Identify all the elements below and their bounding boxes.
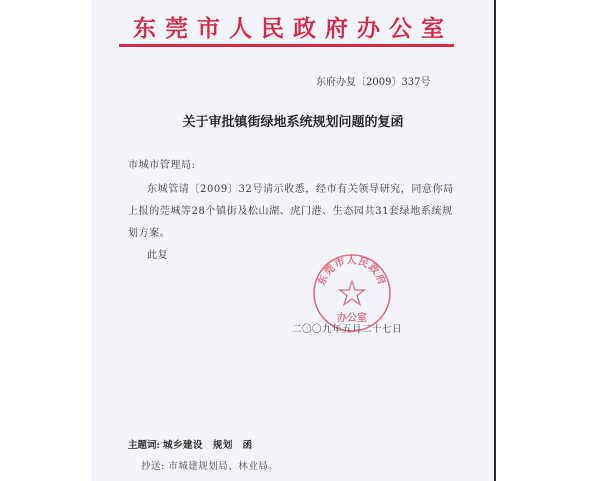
seal-arc-text: 东莞市人民政府 xyxy=(316,255,388,288)
body-line-3: 划方案。 xyxy=(128,228,171,239)
keywords-values: 城乡建设 规划 函 xyxy=(163,440,253,451)
letterhead-title: 东莞市人民政府办公室 xyxy=(133,15,453,42)
body-line-1: 东城管请〔2009〕32号请示收悉，经市有关领导研究，同意你局 xyxy=(147,184,454,195)
letterhead-red-rule xyxy=(119,44,454,47)
document-page xyxy=(92,0,496,481)
document-title: 关于审批镇街绿地系统规划问题的复函 xyxy=(182,115,404,130)
closing: 此复 xyxy=(147,250,169,261)
carbon-copy xyxy=(141,458,278,472)
recipient: 市城市管理局: xyxy=(128,160,196,171)
cc-recipients: 市城建规划局、林业局。 xyxy=(168,461,279,472)
cc-label: 抄送: xyxy=(141,461,165,472)
issue-date: 二〇〇九年五月二十七日 xyxy=(292,324,403,335)
subject-keywords xyxy=(128,437,253,451)
seal-bottom-text: 办公室 xyxy=(337,313,367,324)
document-number: 东府办复〔2009〕337号 xyxy=(316,77,431,88)
body-line-2: 上报的莞城等28个镇街及松山湖、虎门港、生态园共31套绿地系统规 xyxy=(128,206,453,217)
keywords-label: 主题词: xyxy=(128,440,161,451)
